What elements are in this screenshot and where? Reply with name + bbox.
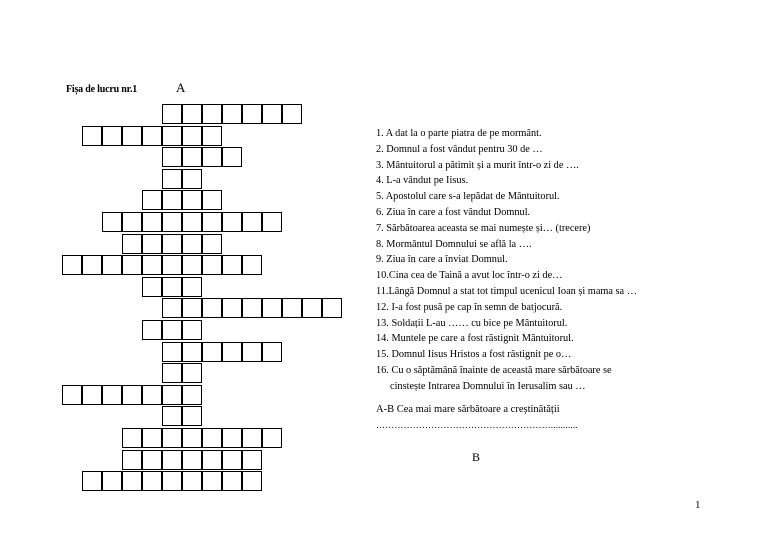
crossword-cell[interactable] (142, 471, 162, 491)
crossword-cell[interactable] (182, 385, 202, 405)
crossword-cell[interactable] (302, 298, 322, 318)
clue-item-continuation: cinstește Intrarea Domnului în Ierusalim sau … (390, 380, 586, 392)
clue-item: 12. I-a fost pusă pe cap în semn de batjocură. (376, 301, 563, 313)
crossword-cell[interactable] (122, 212, 142, 232)
crossword-cell[interactable] (182, 428, 202, 448)
crossword-cell[interactable] (242, 255, 262, 275)
crossword-cell[interactable] (142, 126, 162, 146)
crossword-cell[interactable] (182, 147, 202, 167)
crossword-cell[interactable] (182, 320, 202, 340)
clue-item: 2. Domnul a fost vândut pentru 30 de … (376, 143, 543, 155)
clue-item: 15. Domnul Iisus Hristos a fost răstignit pe o… (376, 349, 572, 361)
crossword-cell[interactable] (222, 342, 242, 362)
crossword-cell[interactable] (82, 126, 102, 146)
crossword-cell[interactable] (202, 428, 222, 448)
crossword-cell[interactable] (162, 406, 182, 426)
crossword-cell[interactable] (122, 126, 142, 146)
crossword-cell[interactable] (262, 298, 282, 318)
clue-item: 13. Soldații L-au …… cu bice pe Mântuitorul. (376, 317, 568, 329)
crossword-cell[interactable] (202, 342, 222, 362)
crossword-cell[interactable] (182, 298, 202, 318)
crossword-cell[interactable] (102, 471, 122, 491)
crossword-cell[interactable] (202, 190, 222, 210)
clue-item: 1. A dat la o parte piatra de pe mormânt. (376, 128, 542, 139)
crossword-cell[interactable] (182, 104, 202, 124)
crossword-cell[interactable] (222, 471, 242, 491)
crossword-cell[interactable] (142, 190, 162, 210)
worksheet-title: Fișa de lucru nr.1 (66, 84, 138, 95)
crossword-cell[interactable] (122, 385, 142, 405)
column-label-b: B (472, 450, 481, 464)
crossword-cell[interactable] (242, 471, 262, 491)
crossword-cell[interactable] (102, 255, 122, 275)
crossword-cell[interactable] (242, 298, 262, 318)
crossword-cell[interactable] (182, 255, 202, 275)
crossword-cell[interactable] (142, 450, 162, 470)
clue-item: 8. Mormântul Domnului se află la …. (376, 238, 532, 250)
crossword-cell[interactable] (142, 255, 162, 275)
crossword-cell[interactable] (162, 385, 182, 405)
crossword-cell[interactable] (162, 190, 182, 210)
crossword-cell[interactable] (222, 450, 242, 470)
crossword-cell[interactable] (262, 104, 282, 124)
crossword-cell[interactable] (222, 212, 242, 232)
crossword-cell[interactable] (202, 255, 222, 275)
clue-item: 6. Ziua în care a fost vândut Domnul. (376, 206, 531, 218)
clue-item: 14. Muntele pe care a fost răstignit Mântuitorul. (376, 333, 574, 345)
clue-item: 16. Cu o săptămână înainte de această mare sărbătoare se (376, 364, 612, 376)
crossword-cell[interactable] (142, 277, 162, 297)
crossword-cell[interactable] (282, 104, 302, 124)
crossword-cell[interactable] (182, 190, 202, 210)
crossword-cell[interactable] (262, 342, 282, 362)
crossword-cell[interactable] (322, 298, 342, 318)
crossword-cell[interactable] (282, 298, 302, 318)
crossword-cell[interactable] (162, 471, 182, 491)
crossword-cell[interactable] (242, 428, 262, 448)
crossword-cell[interactable] (122, 255, 142, 275)
crossword-cell[interactable] (162, 255, 182, 275)
crossword-cell[interactable] (142, 320, 162, 340)
crossword-cell[interactable] (222, 255, 242, 275)
crossword-cell[interactable] (82, 471, 102, 491)
crossword-cell[interactable] (202, 298, 222, 318)
clue-item: 11.Lângă Domnul a stat tot timpul ucenicul Ioan și mama sa … (376, 285, 637, 297)
crossword-cell[interactable] (182, 406, 202, 426)
crossword-cell[interactable] (162, 277, 182, 297)
crossword-cell[interactable] (182, 342, 202, 362)
crossword-cell[interactable] (262, 212, 282, 232)
crossword-cell[interactable] (182, 169, 202, 189)
crossword-cell[interactable] (162, 428, 182, 448)
crossword-cell[interactable] (122, 471, 142, 491)
crossword-cell[interactable] (222, 298, 242, 318)
crossword-cell[interactable] (142, 212, 162, 232)
answer-line[interactable]: …………………………………………………........... (376, 420, 578, 430)
crossword-cell[interactable] (222, 147, 242, 167)
crossword-cell[interactable] (162, 126, 182, 146)
crossword-cell[interactable] (82, 385, 102, 405)
crossword-cell[interactable] (162, 147, 182, 167)
crossword-cell[interactable] (202, 104, 222, 124)
crossword-cell[interactable] (122, 450, 142, 470)
crossword-cell[interactable] (222, 428, 242, 448)
crossword-cell[interactable] (262, 428, 282, 448)
crossword-cell[interactable] (162, 342, 182, 362)
crossword-cell[interactable] (162, 212, 182, 232)
crossword-cell[interactable] (182, 450, 202, 470)
crossword-cell[interactable] (242, 342, 262, 362)
crossword-cell[interactable] (62, 385, 82, 405)
crossword-cell[interactable] (182, 234, 202, 254)
clue-item: 3. Mântuitorul a pătimit și a murit într-o zi de …. (376, 159, 579, 171)
crossword-cell[interactable] (242, 450, 262, 470)
final-question: A-B Cea mai mare sărbătoare a creștinătății (376, 404, 560, 415)
crossword-cell[interactable] (222, 104, 242, 124)
clue-item: 10.Cina cea de Taină a avut loc într-o zi de… (376, 270, 563, 282)
crossword-cell[interactable] (182, 277, 202, 297)
crossword-cell[interactable] (162, 450, 182, 470)
crossword-cell[interactable] (202, 471, 222, 491)
crossword-cell[interactable] (202, 126, 222, 146)
crossword-cell[interactable] (62, 255, 82, 275)
clue-item: 9. Ziua în care a înviat Domnul. (376, 254, 508, 266)
crossword-cell[interactable] (202, 147, 222, 167)
crossword-cell[interactable] (202, 450, 222, 470)
clue-item: 4. L-a vândut pe Iisus. (376, 175, 469, 187)
page-number: 1 (695, 499, 701, 511)
crossword-cell[interactable] (162, 104, 182, 124)
crossword-cell[interactable] (202, 234, 222, 254)
crossword-cell[interactable] (242, 104, 262, 124)
column-label-a: A (176, 80, 186, 95)
crossword-cell[interactable] (162, 298, 182, 318)
clue-list (376, 126, 756, 395)
crossword-cell[interactable] (202, 212, 222, 232)
crossword-cell[interactable] (182, 363, 202, 383)
crossword-cell[interactable] (82, 255, 102, 275)
crossword-cell[interactable] (242, 212, 262, 232)
crossword-cell[interactable] (122, 428, 142, 448)
clue-item: 5. Apostolul care s-a lepădat de Mântuitorul. (376, 191, 560, 203)
crossword-cell[interactable] (182, 471, 202, 491)
crossword-cell[interactable] (162, 169, 182, 189)
crossword-cell[interactable] (162, 363, 182, 383)
crossword-cell[interactable] (182, 126, 202, 146)
crossword-cell[interactable] (182, 212, 202, 232)
crossword-cell[interactable] (122, 234, 142, 254)
crossword-cell[interactable] (102, 126, 122, 146)
crossword-cell[interactable] (102, 385, 122, 405)
crossword-cell[interactable] (162, 234, 182, 254)
crossword-cell[interactable] (142, 428, 162, 448)
crossword-cell[interactable] (162, 320, 182, 340)
crossword-cell[interactable] (142, 234, 162, 254)
clue-item: 7. Sărbătoarea aceasta se mai numește și… (trecere) (376, 222, 591, 234)
crossword-cell[interactable] (142, 385, 162, 405)
crossword-cell[interactable] (102, 212, 122, 232)
